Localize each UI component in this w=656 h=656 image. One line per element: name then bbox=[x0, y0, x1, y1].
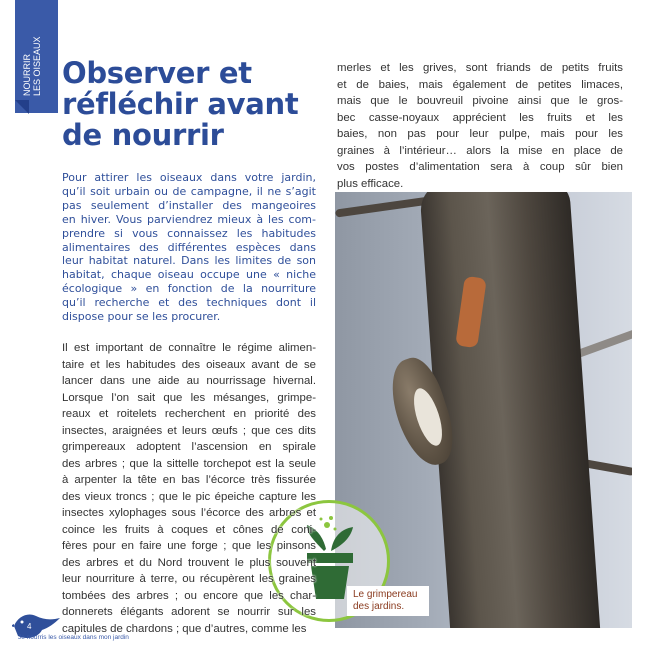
text-line: prendre si vous connaissez les habitudes bbox=[62, 226, 316, 240]
text-line: plus efficace. bbox=[337, 177, 404, 190]
text-line: des arbres ; que la sittelle torchepot est la seule bbox=[62, 457, 316, 470]
text-line: taire et les habitudes des oiseaux avant de se bbox=[62, 358, 316, 371]
text-line: dispose pour se les procurer. bbox=[62, 310, 221, 324]
text-line: des arbres et du Nord trouvent le plus souvent bbox=[62, 556, 316, 569]
section-label-line2: LES OISEAUX bbox=[32, 36, 42, 96]
ribbon-fold bbox=[15, 100, 29, 114]
title-line: Observer et bbox=[62, 56, 252, 90]
text-line: reaux et roitelets recherchent en priorité des bbox=[62, 408, 316, 420]
text-line: des vieux troncs ; que le pic épeiche capture les bbox=[62, 490, 316, 503]
text-line: et de baies, mais également de petites limaces, bbox=[337, 78, 623, 91]
text-line: merles et les grives, sont friands de petits fruits bbox=[337, 62, 623, 74]
text-line: habitat, chaque oiseau occupe une « niche bbox=[62, 268, 316, 282]
text-line: leur nourriture à terre, ou récupèrent les graines bbox=[62, 573, 316, 585]
text-line: qu’il soit urbain ou de campagne, il ne s’agit bbox=[62, 184, 316, 198]
text-line: capitules de chardons ; que d’autres, comme les bbox=[62, 622, 307, 635]
caption-line2: des jardins. bbox=[353, 601, 405, 612]
text-line: lancer dans une aide au nourrissage hivernal. bbox=[62, 375, 316, 387]
page-title bbox=[62, 58, 298, 151]
text-line: insectes, araignées et leurs œufs ; que ces dits bbox=[62, 424, 316, 437]
text-line: Il est important de connaître le régime alimen- bbox=[62, 342, 316, 354]
caption-line1: Le grimpereau bbox=[353, 589, 418, 600]
intro-paragraph bbox=[62, 171, 316, 324]
text-line: graines à l’intérieur… alors la mise en place de bbox=[337, 144, 623, 157]
text-line: coince les fruits à coques et cônes de coni- bbox=[62, 523, 316, 536]
text-line: Pour attirer les oiseaux dans votre jardin, bbox=[62, 171, 316, 184]
text-line: bec casse-noyaux apprécient les fruits et les bbox=[337, 111, 623, 124]
text-line: écologique » en fonction de la nourriture bbox=[62, 282, 316, 296]
text-line: à arpenter la tête en bas l’écorce très fissurée bbox=[62, 474, 316, 486]
right-column-paragraph bbox=[337, 60, 623, 192]
footer-book-title: Je nourris les oiseaux dans mon jardin bbox=[18, 634, 129, 641]
text-line: leur habitat naturel. Dans les limites de son bbox=[62, 254, 316, 268]
text-line: donnerets élégants adorent se nourrir sur les bbox=[62, 606, 316, 618]
text-line: Lorsque l’on sait que les mésanges, grimpe- bbox=[62, 391, 316, 404]
section-label-line1: NOURRIR bbox=[22, 54, 32, 96]
text-line: tombées des arbres ; ou encore que les char- bbox=[62, 589, 316, 602]
section-label bbox=[22, 36, 42, 96]
text-line: fères pour en faire une forge ; que les pinsons bbox=[62, 540, 316, 552]
text-line: qu’il recherche et des techniques dont il bbox=[62, 296, 316, 310]
title-line: réfléchir avant bbox=[62, 87, 299, 121]
text-line: mais que le bouvreuil pivoine ainsi que le gros- bbox=[337, 95, 623, 107]
page-number: 4 bbox=[27, 622, 32, 631]
title-line: de nourrir bbox=[62, 118, 224, 152]
text-line: grimpereaux adoptent l’ascension en spirale bbox=[62, 441, 316, 453]
photo-caption bbox=[347, 586, 429, 616]
text-line: vos postes d’alimentation sera à coup sûr bien bbox=[337, 161, 623, 173]
text-line: en hiver. Vous parviendrez mieux à les com- bbox=[62, 212, 316, 226]
text-line: baies, non pas pour leur pulpe, mais pour les bbox=[337, 128, 623, 140]
text-line: pas seulement d’installer des mangeoires bbox=[62, 198, 316, 212]
text-line: insectes xylophages sous l’écorce des arbres et bbox=[62, 507, 316, 519]
body-paragraph bbox=[62, 340, 316, 637]
text-line: alimentaires des différentes espèces dans bbox=[62, 240, 316, 254]
